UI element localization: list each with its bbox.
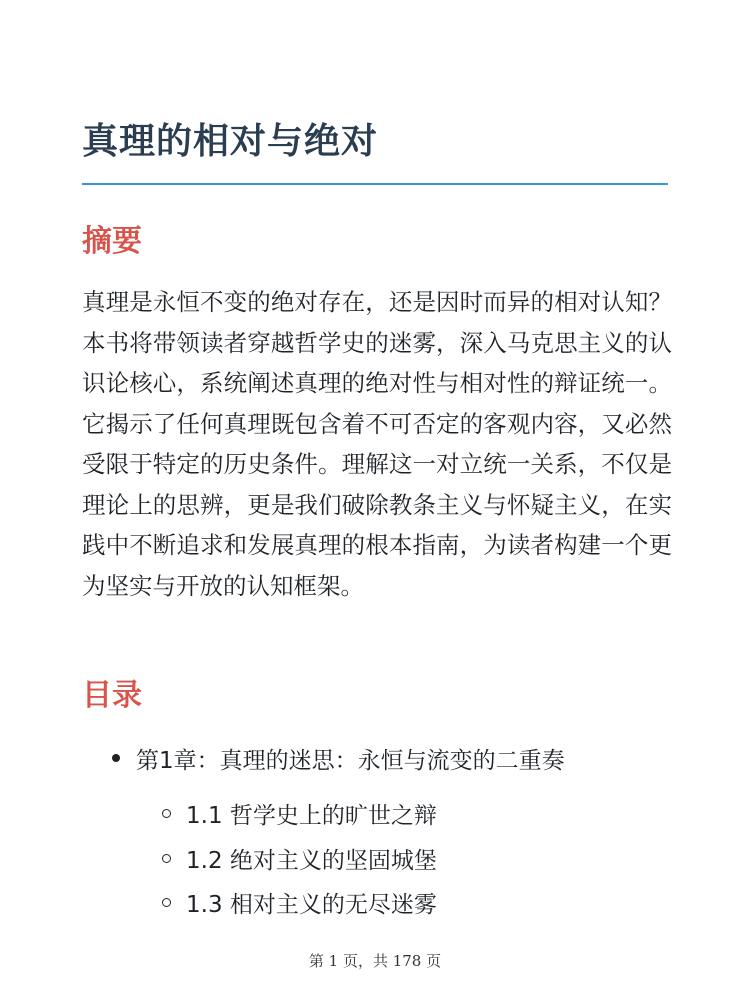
- toc-section-label: 1.2 绝对主义的坚固城堡: [186, 847, 437, 874]
- title-divider: [82, 183, 668, 185]
- toc-heading: 目录: [82, 678, 142, 713]
- bullet-icon: [112, 754, 120, 762]
- toc-section-1-1[interactable]: [162, 793, 437, 833]
- toc-chapter-1[interactable]: [112, 738, 565, 778]
- toc-chapter-label: 第1章：真理的迷思：永恒与流变的二重奏: [136, 747, 565, 774]
- abstract-text: 真理是永恒不变的绝对存在，还是因时而异的相对认知？本书将带领读者穿越哲学史的迷雾，深入马克思主义的认识论核心，系统阐述真理的绝对性与相对性的辩证统一。它揭示了任何真理既包含着不可否定的客观内容，又必然受限于特定的历史条件。理解这一对立统一关系，不仅是理论上的思辨，更是我们破除教条主义与怀疑主义，在实践中不断追求和发展真理的根本指南，为读者构建一个更为坚实与开放的认知框架。: [82, 288, 672, 600]
- document-title: 真理的相对与绝对: [82, 121, 379, 162]
- hollow-bullet-icon: [162, 898, 171, 907]
- hollow-bullet-icon: [162, 809, 171, 818]
- toc-section-1-2[interactable]: [162, 838, 437, 878]
- toc-section-label: 1.1 哲学史上的旷世之辩: [186, 802, 437, 829]
- toc-section-1-3[interactable]: [162, 882, 437, 922]
- abstract-heading: 摘要: [82, 224, 142, 259]
- page-number: 第 1 页，共 178 页: [308, 952, 442, 970]
- hollow-bullet-icon: [162, 854, 171, 863]
- toc-section-label: 1.3 相对主义的无尽迷雾: [186, 891, 437, 918]
